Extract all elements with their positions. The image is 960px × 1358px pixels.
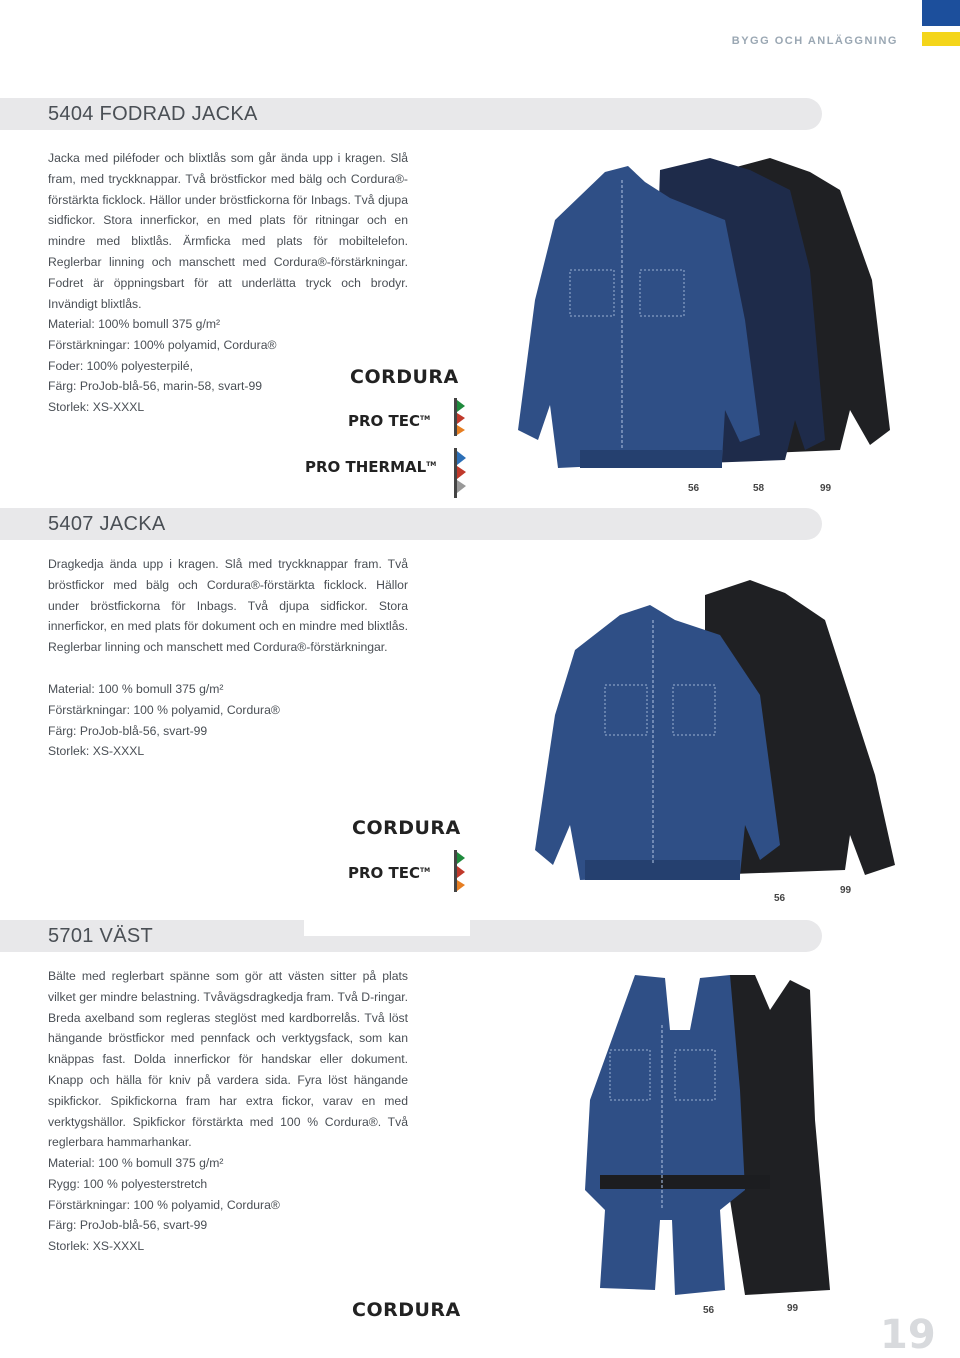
product-title-5404: 5404 FODRAD JACKA — [48, 103, 258, 125]
spec-list-5407 — [48, 679, 280, 762]
color-code: 99 — [820, 483, 832, 494]
protec-logo: PRO TEC™ — [348, 412, 431, 430]
section-label: BYGG OCH ANLÄGGNING — [731, 35, 898, 47]
spec-line: Rygg: 100 % polyesterstretch — [48, 1176, 208, 1191]
prothermal-logo-mark — [452, 448, 468, 498]
product-title-5407: 5407 JACKA — [48, 513, 166, 535]
spec-line: Färg: ProJob-blå-56, marin-58, svart-99 — [48, 379, 263, 394]
spec-line: Foder: 100% polyesterpilé, — [48, 358, 193, 373]
spec-line: Förstärkningar: 100 % polyamid, Cordura® — [48, 1197, 280, 1212]
jacket-5407-image — [535, 575, 915, 885]
spec-list-5404 — [48, 314, 276, 418]
cordura-logo: CORDURA — [352, 1299, 461, 1321]
flag-blue-stripe — [922, 0, 960, 26]
spec-line: Storlek: XS-XXXL — [48, 744, 145, 759]
spec-line: Förstärkningar: 100% polyamid, Cordura® — [48, 337, 277, 352]
color-code: 56 — [688, 483, 700, 494]
jacket-5404-image — [510, 150, 900, 480]
flag-yellow-stripe — [922, 32, 960, 46]
page-number: 19 — [880, 1312, 936, 1358]
color-code: 58 — [753, 483, 765, 494]
protec-logo-mark — [452, 398, 466, 436]
protec-logo: PRO TEC™ — [348, 864, 431, 882]
spec-line: Färg: ProJob-blå-56, svart-99 — [48, 1218, 208, 1233]
color-code: 99 — [840, 885, 852, 896]
product-description-5407: Dragkedja ända upp i kragen. Slå med tryckknappar fram. Två bröstfickor med bälg och Cordura®-förstärkta ficklock. Hällor under bröstfickorna för Inbags. Två djupa sidfickor. Stora innerfickor, en med plats för dokument och en mindre med blixtlås. Reglerbar linning och manschett med Cordura®-förstärkningar. — [48, 557, 408, 655]
color-code: 56 — [703, 1305, 715, 1316]
product-title-5701: 5701 VÄST — [48, 925, 153, 947]
spec-line: Material: 100 % bomull 375 g/m² — [48, 1156, 224, 1170]
spec-line: Material: 100 % bomull 375 g/m² — [48, 682, 224, 696]
protec-logo-mark — [452, 850, 466, 892]
color-code: 56 — [774, 893, 786, 904]
product-description-5701: Bälte med reglerbart spänne som gör att västen sitter på plats vilket ger mindre belastning. Tvåvägsdragkedja fram. Två D-ringar. Breda axelband som regleras steglöst med kardborrelås. Två löst hängande bröstfickor med pennfack och verktygsfack, som kan knäppas fast. Dolda innerfickor för handskar eller dokument. Knapp och hälla för kniv på vardera sida. Fyra löst hängande spikfickor. Spikfickorna fram har extra fickor, varav en med verktygshällor. Spikfickor förstärkta med 100 % Cordura®. Två reglerbara hammarhankar. — [48, 969, 408, 1150]
prothermal-logo: PRO THERMAL™ — [305, 458, 437, 476]
cordura-logo: CORDURA — [352, 817, 461, 839]
product-description-5404: Jacka med piléfoder och blixtlås som går ända upp i kragen. Slå fram, med tryckknappar. Två bröstfickor med bälg och Cordura®-förstärkta ficklock. Hällor under bröstfickorna för Inbags. Två djupa sidfickor. Stora innerfickor, en med plats för ritningar och en mindre med blixtlås. Ärmficka med plats för mobiltelefon. Reglerbar linning och manschett med Cordura®-förstärkningar. Fodret är öppningsbart för att underlätta tryck och brodyr. Invändigt blixtlås. — [48, 151, 408, 311]
spec-line: Material: 100% bomull 375 g/m² — [48, 317, 221, 331]
spec-line: Storlek: XS-XXXL — [48, 400, 145, 415]
spec-list-5701 — [48, 1153, 280, 1257]
vest-5701-image — [580, 970, 840, 1300]
white-overlay — [304, 918, 470, 936]
cordura-logo: CORDURA — [350, 366, 459, 388]
color-code: 99 — [787, 1303, 799, 1314]
spec-line: Färg: ProJob-blå-56, svart-99 — [48, 723, 208, 738]
spec-line: Storlek: XS-XXXL — [48, 1239, 145, 1254]
spec-line: Förstärkningar: 100 % polyamid, Cordura® — [48, 702, 280, 717]
